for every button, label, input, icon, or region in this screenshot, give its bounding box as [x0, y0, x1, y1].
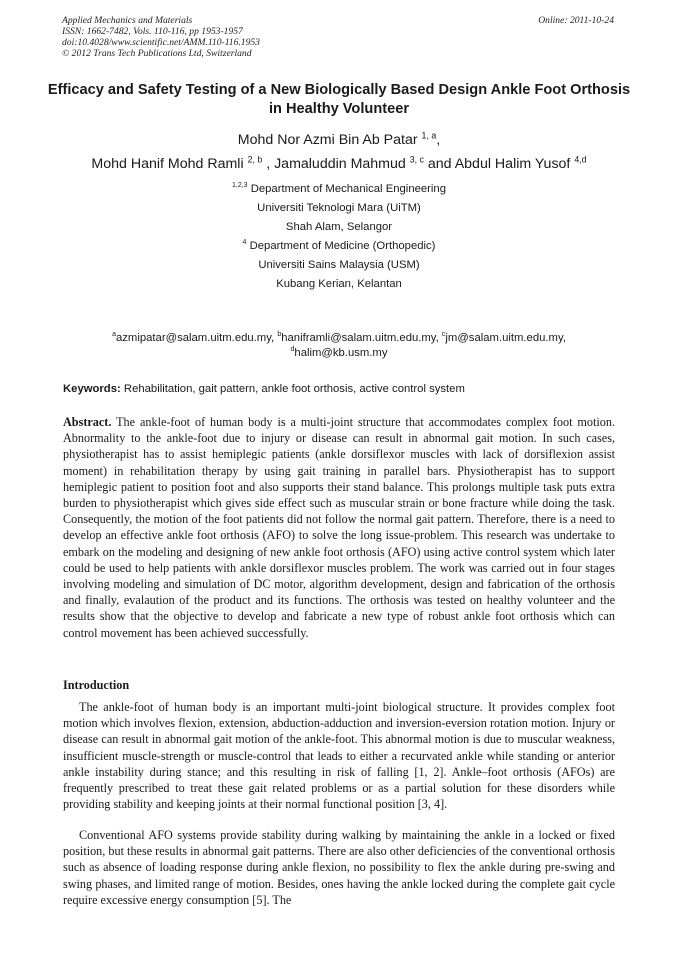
paper-title: Efficacy and Safety Testing of a New Biologically Based Design Ankle Foot Orthosis in Healthy Volunteer [47, 82, 631, 117]
author-affiliation-marker: 3, c [409, 154, 424, 165]
email-marker: d [290, 346, 295, 354]
section-heading-introduction: Introduction [63, 678, 130, 692]
email-line-1 [40, 331, 638, 346]
keywords-text: Rehabilitation, gait pattern, ankle foot orthosis, active control system [120, 383, 465, 395]
abstract-paragraph [63, 414, 615, 641]
email-line-2 [40, 346, 638, 361]
email-link[interactable]: azmipatar@salam.uitm.edu.my, [116, 332, 278, 344]
affiliation-text: Department of Medicine (Orthopedic) [249, 240, 436, 252]
email-link[interactable]: haniframli@salam.uitm.edu.my, [281, 332, 442, 344]
author-affiliation-marker: 4,d [574, 154, 587, 165]
affiliation-line: Universiti Sains Malaysia (USM) [258, 259, 420, 271]
journal-name: Applied Mechanics and Materials [62, 15, 193, 26]
keywords [63, 382, 615, 397]
email-marker: c [441, 331, 446, 339]
affiliation-text: Department of Mechanical Engineering [250, 183, 446, 195]
abstract-text: The ankle-foot of human body is a multi-joint structure that accommodates complex foot motion. Abnormality to the ankle-foot due to injury or disease can result in abnormal gait motion. In such cases, physiotherapist has to assist hemiplegic patients (ankle dorsiflexor muscles with lack of dorsiflexion assist moment) in rehabilitation therapy by using gait training in parallel bars. Physiotherapist has to support hemiplegic patient to position foot and also supports their stand balance. This prolongs multiple task puts extra burden to physiotherapist which gives side effect such as muscular strain or bone fracture while doing the task. Consequently, the motion of the foot patients did not follow the normal gait pattern. Therefore, there is a need to develop an effective ankle foot orthosis (AFO) to solve the long issue-problem. This research was undertake to embark on the modeling and designing of new ankle foot orthosis (AFO) using active control system which later could be used to help patients with ankle dorsiflexor muscles problem. The work was carried out in four stages involving modeling and simulation of DC motor, algorithm development, design and fabrication of the orthosis and finally, evalaution of the product and its functions. The orthosis was tested on healthy volunteer and the results show that the objective to develop and fabricate a new type of robust ankle foot orthosis which can control movement has been achieved successfully. [63, 415, 615, 640]
journal-doi: doi:10.4028/www.scientific.net/AMM.110-116.1953 [62, 37, 260, 48]
author-affiliation-marker: 2, b [247, 154, 263, 165]
affiliation-marker: 4 [242, 239, 247, 247]
affiliation-marker: 1,2,3 [231, 182, 248, 190]
author-name: and Abdul Halim Yusof [423, 156, 571, 172]
journal-header [62, 15, 260, 59]
affiliation-line [40, 180, 638, 199]
affiliation-line [40, 237, 638, 256]
email-marker: a [112, 331, 116, 339]
intro-paragraph-2: Conventional AFO systems provide stability during walking by maintaining the ankle in a locked or fixed position, but these results in abnormal gait patterns. There are also other deficiencies of the conventional orthosis such as absence of loading response during ankle flexion, no possibility to flex the ankle during pre-swing and swing phases, and limited range of motion. Besides, ones having the ankle locked during the complete gait cycle require excessive energy consumption [5]. The [63, 828, 615, 907]
email-marker: b [277, 331, 282, 339]
author-list [40, 128, 638, 176]
journal-copyright: © 2012 Trans Tech Publications Ltd, Switzerland [62, 48, 252, 59]
author-affiliation-marker: 1, a [421, 130, 437, 141]
author-name: , Jamaluddin Mahmud [266, 156, 406, 172]
author-emails [40, 331, 638, 361]
affiliation-line: Universiti Teknologi Mara (UiTM) [257, 202, 421, 214]
affiliation-line: Kubang Kerian, Kelantan [276, 278, 402, 290]
author-separator: , [436, 132, 441, 148]
author-name: Mohd Hanif Mohd Ramli [91, 156, 244, 172]
abstract-label: Abstract. [63, 415, 112, 429]
keywords-label: Keywords: [63, 383, 121, 395]
author-line-1 [40, 128, 638, 152]
affiliations [40, 180, 638, 294]
author-line-2 [40, 152, 638, 176]
intro-paragraph-1: The ankle-foot of human body is an important multi-joint biological structure. It provides complex foot motion which involves flexion, extension, abduction-adduction and inversion-eversion rotation motion. Injury or disease can result in abnormal gait motion of the ankle-foot. This abnormal motion is due to muscular weakness, insufficient muscle-strength or muscle-control that leads to either a recurvated ankle while standing or anterior ankle instability during stance; and this resulting in risk of falling [1, 2]. Ankle–foot orthosis (AFOs) are frequently prescribed to treat these gait related problems or as a partial solution for these disorders while providing stability and keeping joints at their normal functional position [3, 4]. [63, 700, 615, 812]
online-date: Online: 2011-10-24 [538, 15, 614, 26]
email-link[interactable]: halim@kb.usm.my [294, 347, 388, 359]
affiliation-line: Shah Alam, Selangor [285, 221, 393, 233]
email-link[interactable]: jm@salam.uitm.edu.my, [445, 332, 566, 344]
author-name: Mohd Nor Azmi Bin Ab Patar [237, 132, 418, 148]
journal-issn: ISSN: 1662-7482, Vols. 110-116, pp 1953-1957 [62, 26, 243, 37]
